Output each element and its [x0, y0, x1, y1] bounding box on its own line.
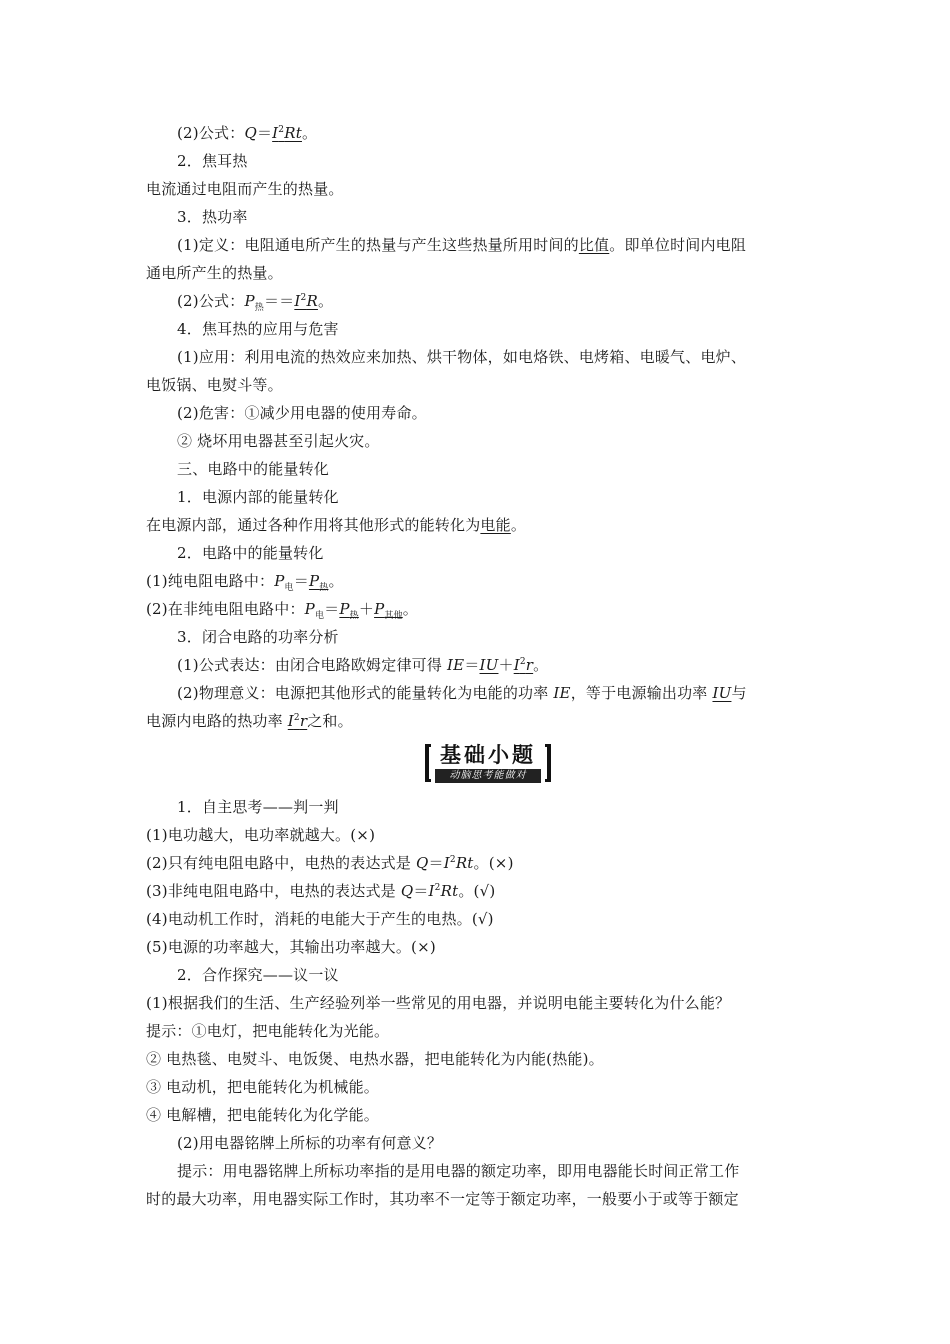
app-title: 4．焦耳热的应用与危害 — [177, 320, 339, 338]
closed-circuit-meaning-line2: 电源内电路的热功率 $I^2r$之和。 — [146, 712, 353, 730]
closed-circuit-meaning-line1: (2)物理意义：电源把其他形式的能量转化为电能的功率 IE，等于电源输出功率 IU与 — [177, 684, 747, 702]
section3-title: 三、电路中的能量转化 — [177, 460, 330, 478]
heat-power-def-line2: 通电所产生的热量。 — [146, 264, 283, 282]
section-banner — [425, 742, 551, 786]
formula-lead: (2)公式： — [177, 124, 245, 142]
hint-line1: 提示：①电灯，把电能转化为光能。 — [146, 1022, 390, 1040]
q2-question1: (1)根据我们的生活、生产经验列举一些常见的用电器，并说明电能主要转化为什么能？ — [146, 994, 731, 1012]
q1-item5: (5)电源的功率越大，其输出功率越大。(×) — [146, 938, 436, 956]
circuit-title: 2．电路中的能量转化 — [177, 544, 324, 562]
hint-line6: 时的最大功率，用电器实际工作时，其功率不一定等于额定功率，一般要小于或等于额定 — [146, 1190, 739, 1208]
closed-circuit-title: 3．闭合电路的功率分析 — [177, 628, 339, 646]
joule-formula-line: (2)公式：$Q=I^2Rt$。 — [177, 124, 318, 142]
hint-line4: ④ 电解槽，把电能转化为化学能。 — [146, 1106, 379, 1124]
heat-power-formula: (2)公式：$P_热==I^2R$。 — [177, 292, 334, 313]
nonpure-resistor-line: (2)在非纯电阻电路中：$P_电=P_热+P_{其他}$。 — [146, 600, 418, 621]
source-title: 1．电源内部的能量转化 — [177, 488, 339, 506]
equals-sign: ＝ — [256, 124, 273, 142]
underlined-answer: 比值 — [578, 236, 610, 254]
bracket-right-icon — [545, 744, 551, 782]
var-q: Q — [244, 124, 257, 142]
q1-item2: (2)只有纯电阻电路中，电热的表达式是 $Q=I^2Rt$。(×) — [146, 854, 514, 872]
q2-title: 2．合作探究——议一议 — [177, 966, 339, 984]
hint-line3: ③ 电动机，把电能转化为机械能。 — [146, 1078, 379, 1096]
source-def: 在电源内部，通过各种作用将其他形式的能转化为电能。 — [146, 516, 527, 534]
formula-underlined: $P_热$ — [308, 572, 329, 593]
banner-subtitle: 动脑思考能做对 — [435, 769, 541, 783]
q1-title: 1．自主思考——判一判 — [177, 798, 339, 816]
q2-question2: (2)用电器铭牌上所标的功率有何意义？ — [177, 1134, 443, 1152]
formula-underlined: $I^2Rt$ — [272, 124, 302, 142]
formula-underlined: $I^2R$ — [294, 292, 318, 310]
hint-line5: 提示：用电器铭牌上所标功率指的是用电器的额定功率，即用电器能长时间正常工作 — [177, 1162, 740, 1180]
formula-underlined: IU — [479, 656, 499, 674]
underlined-answer: 电能 — [480, 516, 511, 534]
harm-line1: (2)危害：①减少用电器的使用寿命。 — [177, 404, 427, 422]
closed-circuit-formula: (1)公式表达：由闭合电路欧姆定律可得 $IE=IU+I^2r$。 — [177, 656, 549, 674]
harm-line2: ② 烧坏用电器甚至引起火灾。 — [177, 432, 380, 450]
formula-underlined: $I^2r$ — [287, 712, 308, 730]
q1-item1: (1)电功越大，电功率就越大。(×) — [146, 826, 376, 844]
app-line1: (1)应用：利用电流的热效应来加热、烘干物体，如电烙铁、电烤箱、电暖气、电炉、 — [177, 348, 747, 366]
banner-title: 基础小题 — [440, 743, 536, 767]
formula-underlined: IU — [712, 684, 732, 702]
formula-underlined: $P_热$ — [339, 600, 359, 621]
joule-heat-title: 2．焦耳热 — [177, 152, 248, 170]
app-line2: 电饭锅、电熨斗等。 — [146, 376, 283, 394]
formula-underlined: $P_{其他}$ — [374, 600, 403, 621]
formula-underlined: $I^2r$ — [513, 656, 534, 674]
hint-line2: ② 电热毯、电熨斗、电饭煲、电热水器，把电能转化为内能(热能)。 — [146, 1050, 604, 1068]
pure-resistor-line: (1)纯电阻电路中：$P_电=P_热$。 — [146, 572, 344, 593]
heat-power-def-line1: (1)定义：电阻通电所产生的热量与产生这些热量所用时间的比值。即单位时间内电阻 — [177, 236, 747, 254]
heat-power-title: 3．热功率 — [177, 208, 248, 226]
joule-heat-def: 电流通过电阻而产生的热量。 — [146, 180, 344, 198]
q1-item4: (4)电动机工作时，消耗的电能大于产生的电热。(√) — [146, 910, 494, 928]
q1-item3: (3)非纯电阻电路中，电热的表达式是 $Q=I^2Rt$。(√) — [146, 882, 496, 900]
